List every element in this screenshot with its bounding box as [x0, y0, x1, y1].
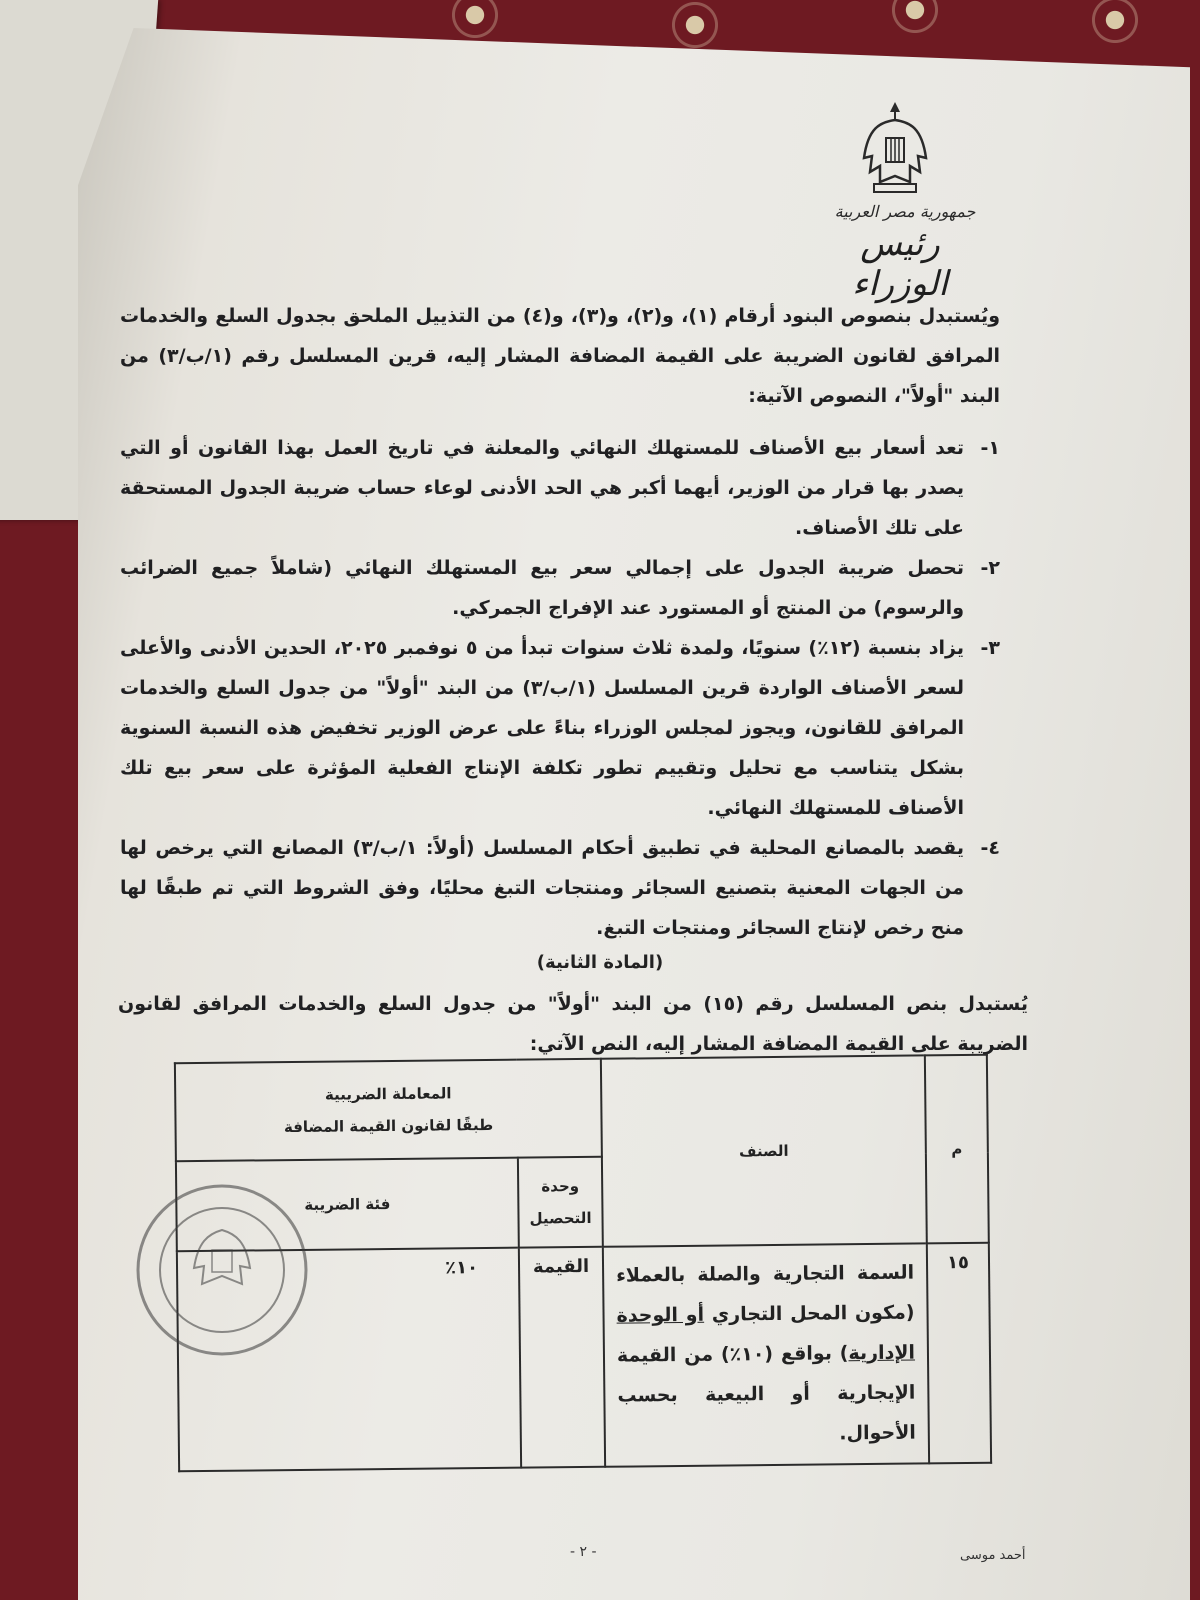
row-item-underlined: أو الوحدة الإدارية — [616, 1303, 916, 1365]
row-rate: ١٠٪ — [177, 1248, 521, 1472]
row-item-part2: ) بواقع (١٠٪) من القيمة الإيجارية أو البيعية بحسب الأحوال. — [616, 1342, 916, 1445]
item-text: يزاد بنسبة (١٢٪) سنويًا، ولمدة ثلاث سنوات تبدأ من ٥ نوفمبر ٢٠٢٥، الحدين الأدنى والأعلى لسعر الأصناف الواردة قرين المسلسل (١/ب/٣) من البند "أولاً" من جدول السلع والخدمات المرافق للقانون، ويجوز لمجلس الوزراء بناءً على عرض الوزير تخفيض هذه النسبة السنوية بشكل يتناسب مع تحليل وتقييم تطور تكلفة الإنتاج الفعلية المؤثرة على سعر بيع تلك الأصناف للمستهلك النهائي. — [120, 637, 964, 819]
intro-paragraph — [120, 296, 1000, 416]
office-title: رئيس الوزراء — [852, 224, 948, 304]
intro-text: ويُستبدل بنصوص البنود أرقام (١)، و(٢)، و(٣)، و(٤) من التذييل الملحق بجدول السلع والخدمات المرافق لقانون الضريبة على القيمة المضافة المشار إليه، قرين المسلسل رقم (١/ب/٣) من البند "أولاً"، النصوص الآتية: — [120, 305, 1000, 407]
list-item — [120, 828, 1000, 948]
header-treatment-line1: المعاملة الضريبية — [324, 1084, 452, 1104]
item-number: ١- — [980, 437, 1000, 459]
header-unit-line1: وحدة — [541, 1177, 580, 1196]
items-list — [120, 428, 1000, 948]
footer-signature-name: أحمد موسى — [960, 1548, 1026, 1563]
header-unit-line2: التحصيل — [529, 1208, 592, 1228]
header-unit — [518, 1157, 603, 1248]
article-paragraph — [118, 984, 1028, 1064]
list-item — [120, 628, 1000, 828]
header-rate: فئة الضريبة — [176, 1158, 519, 1252]
row-unit: القيمة — [519, 1247, 605, 1468]
page-number: - ٢ - — [570, 1544, 597, 1560]
carpet-pattern — [880, 0, 950, 45]
list-item — [120, 428, 1000, 548]
header-treatment-line2: طبقًا لقانون القيمة المضافة — [283, 1115, 494, 1137]
article-title: (المادة الثانية) — [536, 952, 664, 973]
carpet-pattern — [1080, 0, 1150, 55]
official-stamp-icon — [132, 1180, 312, 1360]
item-text: يقصد بالمصانع المحلية في تطبيق أحكام المسلسل (أولاً: ١/ب/٣) المصانع التي يرخص لها من الجهات المعنية بتصنيع السجائر ومنتجات التبغ محليًا، وفق الشروط التي تم طبقًا لها منح رخص لإنتاج السجائر ومنتجات التبغ. — [120, 837, 964, 939]
row-num: ١٥ — [927, 1243, 991, 1464]
item-number: ٣- — [980, 637, 1000, 659]
header-num: م — [925, 1055, 989, 1244]
item-number: ٢- — [980, 557, 1000, 579]
list-item — [120, 548, 1000, 628]
eagle-emblem-icon — [860, 98, 930, 198]
row-item — [603, 1243, 929, 1466]
item-number: ٤- — [980, 837, 1000, 859]
country-name: جمهورية مصر العربية — [834, 202, 976, 221]
item-text: تعد أسعار بيع الأصناف للمستهلك النهائي والمعلنة في تاريخ العمل بهذا القانون أو التي يصدر بها قرار من الوزير، أيهما أكبر هي الحد الأدنى لوعاء حساب ضريبة الجدول المستحقة على تلك الأصناف. — [120, 437, 964, 539]
row-item-part1: السمة التجارية والصلة بالعملاء (مكون المحل التجاري — [616, 1261, 915, 1326]
header-item: الصنف — [601, 1055, 927, 1246]
article-text: يُستبدل بنص المسلسل رقم (١٥) من البند "أولاً" من جدول السلع والخدمات المرافق لقانون الضريبة على القيمة المضافة المشار إليه، النص الآتي: — [118, 993, 1028, 1055]
header-treatment — [175, 1059, 602, 1161]
item-text: تحصل ضريبة الجدول على إجمالي سعر بيع المستهلك النهائي (شاملاً جميع الضرائب والرسوم) من المنتج أو المستورد عند الإفراج الجمركي. — [120, 557, 964, 619]
